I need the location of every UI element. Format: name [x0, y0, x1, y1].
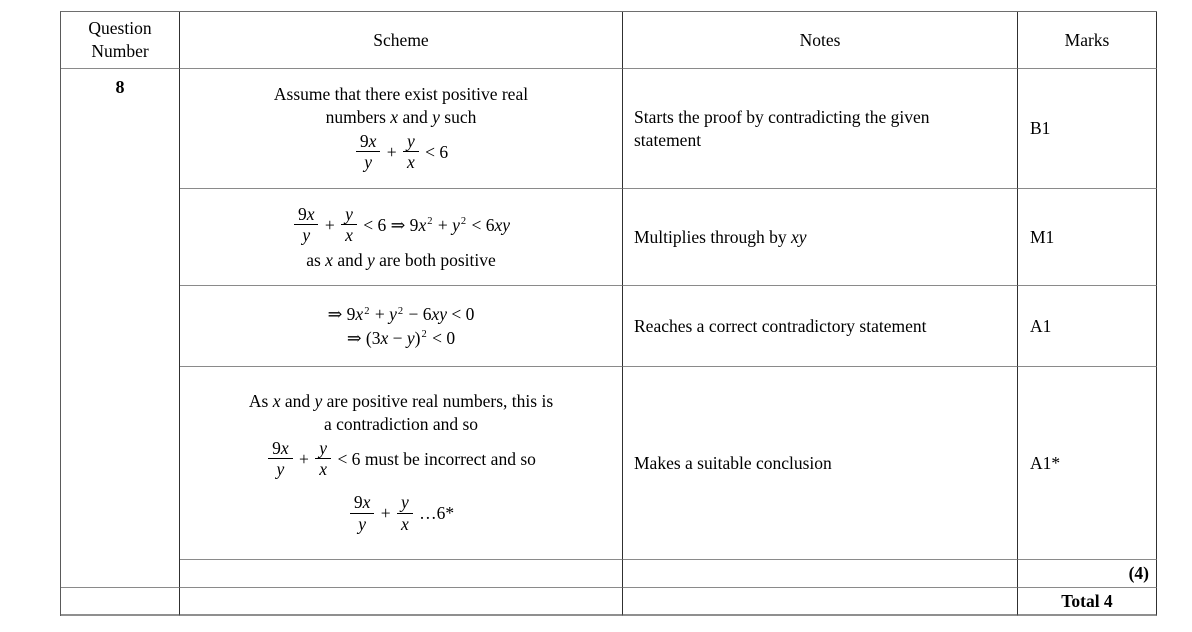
- mark-label: M1: [1030, 226, 1055, 247]
- scheme-equation: ⇒ $(3x - y)^2 < 0$: [346, 327, 456, 348]
- marks-cell-3: [1018, 286, 1157, 367]
- total-scheme-cell: [180, 588, 623, 616]
- marks-cell-2: [1018, 189, 1157, 286]
- notes-text: Makes a suitable conclusion: [634, 452, 832, 473]
- mark-label: A1: [1030, 315, 1052, 336]
- scheme-cell-4: [180, 367, 623, 560]
- notes-text: Reaches a correct contradictory statement: [634, 315, 927, 336]
- subtotal-scheme-cell: [180, 560, 623, 588]
- marks-cell-4: [1018, 367, 1157, 560]
- scheme-equation: ⇒ $9x^2 + y^2 - 6xy < 0$: [327, 304, 475, 325]
- scheme-cell-1: [180, 69, 623, 189]
- question-number: 8: [115, 77, 125, 97]
- header-question-number: Question Number: [61, 12, 180, 69]
- scheme-equation: $\frac{9x}{y}$ + $\frac{y}{x}$ < 6 must be incorrect and so: [180, 441, 622, 481]
- scheme-text-line: as x and y are both positive: [306, 249, 496, 270]
- marks-cell-1: [1018, 69, 1157, 189]
- scheme-equation: $\frac{9x}{y}$ + $\frac{y}{x}$ …6*: [180, 495, 622, 535]
- total-question-cell: [61, 588, 180, 616]
- total-marks: Total 4: [1018, 588, 1157, 616]
- mark-label: B1: [1030, 118, 1051, 138]
- header-marks: Marks: [1018, 12, 1157, 69]
- table-row-b1: [61, 69, 1157, 189]
- mark-scheme-table: [60, 11, 1157, 616]
- scheme-equation: $\frac{9x}{y}$ + $\frac{y}{x}$ < 6 ⇒ $9x^2 + y^2 < 6xy$: [180, 207, 622, 247]
- total-notes-cell: [623, 588, 1018, 616]
- notes-cell-2: [623, 189, 1018, 286]
- notes-text: Multiplies through by xy: [634, 226, 807, 247]
- table-row-a1: [61, 286, 1157, 367]
- notes-cell-4: [623, 367, 1018, 560]
- notes-cell-3: [623, 286, 1018, 367]
- scheme-text-line: a contradiction and so: [323, 414, 479, 435]
- scheme-equation: $\frac{9x}{y}$ + $\frac{y}{x}$ < 6: [180, 134, 622, 174]
- scheme-text-line: numbers x and y such: [325, 107, 477, 128]
- subtotal-row: [61, 560, 1157, 588]
- notes-cell-1: [623, 69, 1018, 189]
- scheme-cell-2: [180, 189, 623, 286]
- table-row-m1: [61, 189, 1157, 286]
- subtotal-marks: (4): [1018, 560, 1157, 588]
- mark-label: A1*: [1030, 452, 1061, 473]
- header-notes: Notes: [623, 12, 1018, 69]
- total-row: [61, 588, 1157, 616]
- scheme-text-line: As x and y are positive real numbers, this is: [248, 390, 554, 411]
- header-row: [61, 12, 1157, 69]
- scheme-text-line: Assume that there exist positive real: [273, 83, 529, 104]
- scheme-cell-3: [180, 286, 623, 367]
- subtotal-notes-cell: [623, 560, 1018, 588]
- notes-text: Starts the proof by contradicting the given statement: [634, 107, 930, 150]
- header-scheme: Scheme: [180, 12, 623, 69]
- table-row-a1star: [61, 367, 1157, 560]
- question-number-cell: [61, 69, 180, 588]
